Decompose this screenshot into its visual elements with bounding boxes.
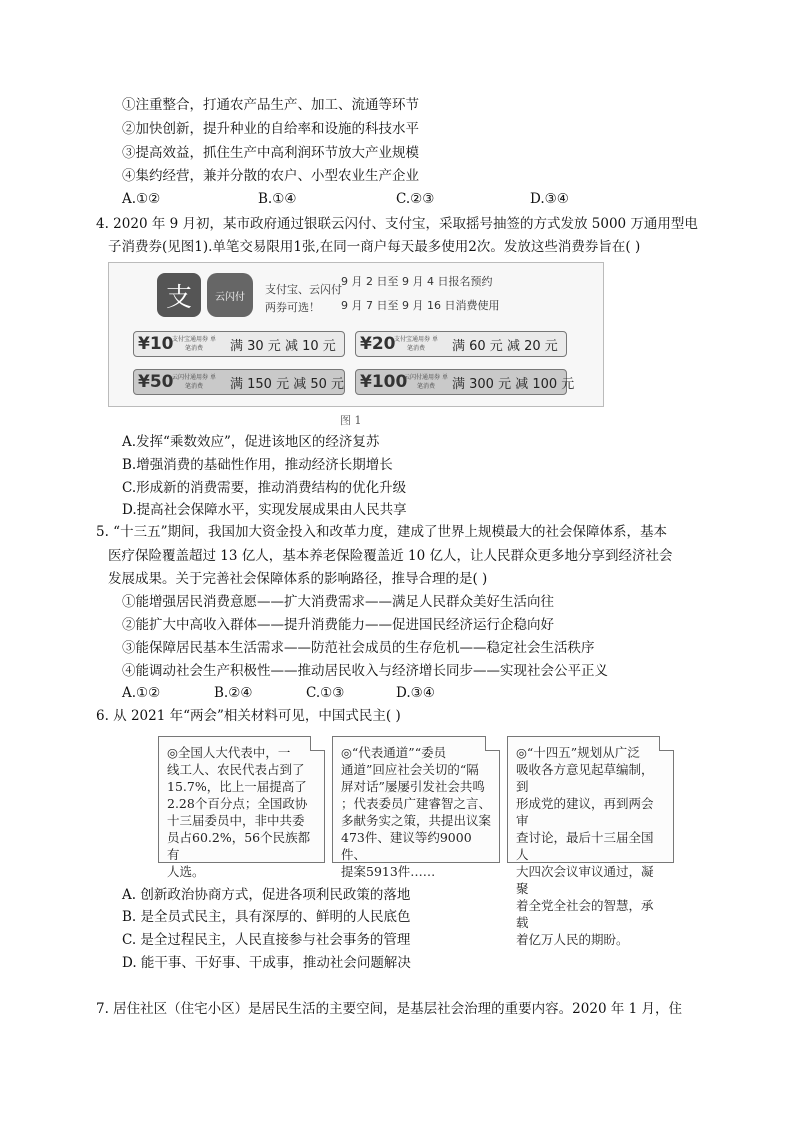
q3-statement-3: ③提高效益，抓住生产中高利润环节放大产业规模 xyxy=(122,145,419,161)
q6-stem: 6. 从 2021 年“两会”相关材料可见，中国式民主( ) xyxy=(96,708,401,724)
q6-option-a[interactable]: A. 创新政治协商方式，促进各项利民政策的落地 xyxy=(122,887,411,903)
q5-stem-line-2: 医疗保险覆盖超过 13 亿人，基本养老保险覆盖近 10 亿人，让人民群众更多地分享到经济社会 xyxy=(108,548,673,564)
coupon-desc: 支付宝通用券 单笔消费 xyxy=(394,336,438,352)
coupon-amount: ¥50 xyxy=(138,372,174,392)
q4-stem-line-2: 子消费券(见图1).单笔交易限用1张,在同一商户每天最多使用2次。发放这些消费券旨在( ) xyxy=(108,239,641,255)
coupon-50 xyxy=(133,369,345,395)
q6-option-d[interactable]: D. 能干事、干好事、干成事，推动社会问题解决 xyxy=(122,955,411,971)
alipay-logo-icon: 支 xyxy=(157,273,201,317)
coupon-rule: 满 60 元 减 20 元 xyxy=(452,339,558,354)
coupon-desc: 云闪付通用券 单笔消费 xyxy=(404,374,448,390)
q3-options xyxy=(122,189,682,209)
q3-option-b[interactable]: B.①④ xyxy=(258,191,297,207)
q5-option-c[interactable]: C.①③ xyxy=(306,685,345,701)
coupon-rule: 满 30 元 减 10 元 xyxy=(230,339,336,354)
q4-option-b[interactable]: B.增强消费的基础性作用，推动经济长期增长 xyxy=(122,457,393,473)
coupon-amount: ¥10 xyxy=(138,334,174,354)
figure-note-line-1: 支付宝、云闪付 xyxy=(265,283,342,296)
q6-material-box-1: ◎全国人大代表中，一 线工人、农民代表占到了 15.7%，比上一届提高了 2.28个百分点；全国政协 十三届委员中，非中共委 员占60.2%，56个民族都有 人选。 xyxy=(158,736,325,863)
q4-option-c[interactable]: C.形成新的消费需要，推动消费结构的优化升级 xyxy=(122,480,407,496)
figure-date-line-2: 9 月 7 日至 9 月 16 日消费使用 xyxy=(341,299,500,312)
q4-option-d[interactable]: D.提高社会保障水平，实现发展成果由人民共享 xyxy=(122,502,407,518)
coupon-100 xyxy=(355,369,575,395)
q7-stem-line-1: 7. 居住社区（住宅小区）是居民生活的主要空间，是基层社会治理的重要内容。2020 年 1 月，住 xyxy=(96,1001,682,1017)
q5-stem-line-3: 发展成果。关于完善社会保障体系的影响路径，推导合理的是( ) xyxy=(108,571,488,587)
q3-option-a[interactable]: A.①② xyxy=(122,191,161,207)
q3-option-c[interactable]: C.②③ xyxy=(396,191,435,207)
q5-options xyxy=(122,683,682,703)
figure-note-line-2: 两券可选！ xyxy=(265,301,320,314)
q3-option-d[interactable]: D.③④ xyxy=(530,191,569,207)
q6-material-box-3: ◎“十四五”规划从广泛 吸收各方意见起草编制，到 形成党的建议，再到两会审 查讨论，最后十三届全国人 大四次会议审议通过，凝聚 着全党全社会的智慧，承载 着亿万人民的期盼。 xyxy=(507,736,674,863)
coupon-rule: 满 150 元 减 50 元 xyxy=(230,377,345,392)
coupon-desc: 云闪付通用券 单笔消费 xyxy=(172,374,216,390)
q4-option-a[interactable]: A.发挥“乘数效应”，促进该地区的经济复苏 xyxy=(122,434,380,450)
coupon-desc: 支付宝通用券 单笔消费 xyxy=(172,336,216,352)
coupon-10 xyxy=(133,331,345,357)
q5-statement-1: ①能增强居民消费意愿——扩大消费需求——满足人民群众美好生活向往 xyxy=(122,594,554,610)
q3-statement-4: ④集约经营，兼并分散的农户、小型农业生产企业 xyxy=(122,168,419,184)
q6-option-b[interactable]: B. 是全员式民主，具有深厚的、鲜明的人民底色 xyxy=(122,909,411,925)
coupon-rule: 满 300 元 减 100 元 xyxy=(452,377,575,392)
unionpay-logo-icon: 云闪付 xyxy=(207,273,253,317)
q6-option-c[interactable]: C. 是全过程民主，人民直接参与社会事务的管理 xyxy=(122,932,411,948)
coupon-amount: ¥100 xyxy=(360,372,408,392)
q4-stem-line-1: 4. 2020 年 9 月初，某市政府通过银联云闪付、支付宝，采取摇号抽签的方式发放 5000 万通用型电 xyxy=(96,216,698,232)
q6-material-box-2: ◎“代表通道”“委员 通道”回应社会关切的“隔 屏对话”屡屡引发社会共鸣 ；代表委员广建睿智之言、 多献务实之策，共提出议案 473件、建议等约9000件、 提案5913件…… xyxy=(332,736,500,863)
coupon-20 xyxy=(355,331,567,357)
q5-statement-4: ④能调动社会生产积极性——推动居民收入与经济增长同步——实现社会公平正义 xyxy=(122,663,608,679)
q3-statement-1: ①注重整合，打通农产品生产、加工、流通等环节 xyxy=(122,97,419,113)
q3-statement-2: ②加快创新，提升种业的自给率和设施的科技水平 xyxy=(122,121,419,137)
q5-statement-3: ③能保障居民基本生活需求——防范社会成员的生存危机——稳定社会生活秩序 xyxy=(122,640,595,656)
q5-stem-line-1: 5. “十三五”期间，我国加大资金投入和改革力度，建成了世界上规模最大的社会保障体系，基本 xyxy=(96,524,667,540)
coupon-amount: ¥20 xyxy=(360,334,396,354)
q5-option-a[interactable]: A.①② xyxy=(122,685,161,701)
q5-option-b[interactable]: B.②④ xyxy=(214,685,253,701)
figure-caption: 图 1 xyxy=(340,414,362,427)
figure-date-line-1: 9 月 2 日至 9 月 4 日报名预约 xyxy=(341,275,493,288)
q5-option-d[interactable]: D.③④ xyxy=(396,685,435,701)
consumption-voucher-figure xyxy=(108,262,604,407)
q5-statement-2: ②能扩大中高收入群体——提升消费能力——促进国民经济运行企稳向好 xyxy=(122,617,554,633)
